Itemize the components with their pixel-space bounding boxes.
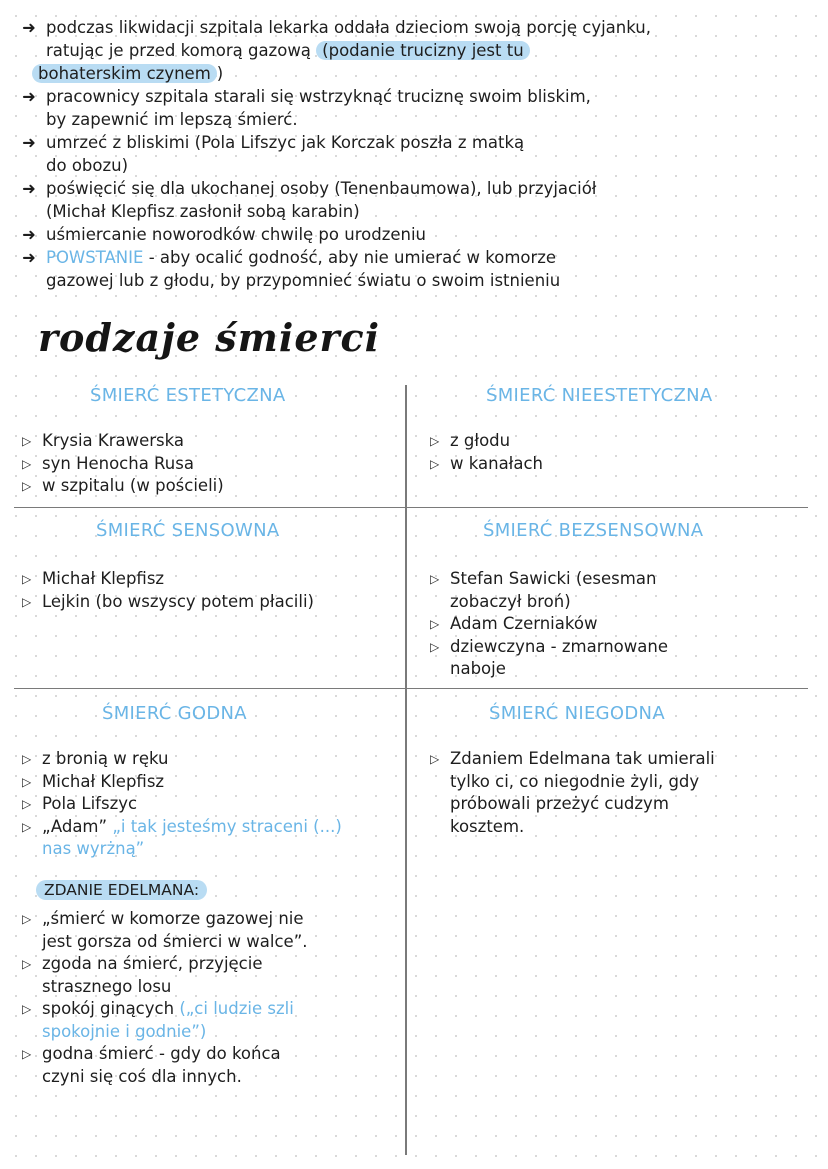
- list-item: [22, 453, 224, 476]
- item-text: Zdaniem Edelmana tak umierali: [450, 749, 715, 768]
- item-text: syn Henocha Rusa: [42, 453, 194, 473]
- list-item: [430, 636, 668, 681]
- item-text: Stefan Sawicki (esesman: [450, 569, 657, 588]
- intro-line: [22, 108, 822, 131]
- list-item: [22, 953, 308, 998]
- item-text: jest gorsza od śmierci w walce”.: [42, 931, 308, 951]
- intro-text: poświęcić się dla ukochanej osoby (Tenenbaumowa), lub przyjaciół: [46, 179, 597, 198]
- item-text: z bronią w ręku: [42, 749, 169, 768]
- list-item: [22, 908, 308, 953]
- arrow-right-icon: ➜: [22, 18, 36, 37]
- section-title-godna: ŚMIERĆ GODNA: [102, 703, 247, 724]
- list-item: [22, 748, 342, 771]
- list-edelman: [22, 908, 308, 1088]
- arrow-right-icon: ➜: [22, 133, 36, 152]
- triangle-bullet-icon: ▷: [430, 639, 440, 654]
- powstanie-label: POWSTANIE: [46, 248, 144, 267]
- intro-line: [22, 223, 822, 246]
- intro-text: - aby ocalić godność, aby nie umierać w komorze: [148, 248, 557, 267]
- item-text: godna śmierć - gdy do końca: [42, 1044, 281, 1063]
- triangle-bullet-icon: ▷: [430, 456, 440, 471]
- item-text: tylko ci, co niegodnie żyli, gdy: [450, 771, 700, 791]
- triangle-bullet-icon: ▷: [22, 957, 32, 971]
- intro-line: [22, 177, 822, 200]
- intro-line: [22, 246, 822, 269]
- item-text: Pola Lifszyc: [42, 794, 138, 813]
- item-text: z głodu: [450, 431, 511, 450]
- triangle-bullet-icon: ▷: [430, 572, 440, 586]
- item-text: w szpitalu (w pościeli): [42, 476, 224, 495]
- quote-text: spokojnie i godnie”): [42, 1021, 207, 1041]
- quote-text: („ci ludzie szli: [179, 999, 294, 1018]
- list-nieestetyczna: [430, 430, 543, 475]
- section-title-sensowna: ŚMIERĆ SENSOWNA: [96, 520, 280, 541]
- triangle-bullet-icon: ▷: [22, 912, 32, 926]
- arrow-right-icon: ➜: [22, 87, 36, 106]
- arrow-right-icon: ➜: [22, 225, 36, 244]
- section-title-niegodna: ŚMIERĆ NIEGODNA: [489, 703, 665, 724]
- list-item: [22, 430, 224, 453]
- list-sensowna: [22, 568, 314, 613]
- list-item: [22, 771, 342, 794]
- highlight-text: ZDANIE EDELMANA:: [36, 880, 207, 900]
- intro-text: podczas likwidacji szpitala lekarka oddała dzieciom swoją porcję cyjanku,: [46, 18, 651, 37]
- arrow-right-icon: ➜: [22, 179, 36, 198]
- list-niegodna: [430, 748, 715, 838]
- list-item: [22, 1043, 308, 1088]
- item-text: Adam Czerniaków: [450, 614, 598, 633]
- row-divider: [14, 688, 808, 689]
- quote-text: „i tak jesteśmy straceni (...): [112, 816, 342, 836]
- arrow-right-icon: ➜: [22, 248, 36, 267]
- intro-text: uśmiercanie noworodków chwilę po urodzeniu: [46, 225, 426, 244]
- item-text: Michał Klepfisz: [42, 569, 165, 588]
- intro-line: [22, 85, 822, 108]
- item-text: kosztem.: [450, 816, 525, 836]
- column-divider: [405, 385, 407, 1155]
- intro-line: [22, 131, 822, 154]
- list-item: [22, 568, 314, 591]
- triangle-bullet-icon: ▷: [22, 752, 32, 766]
- triangle-bullet-icon: ▷: [22, 797, 32, 811]
- list-item: [430, 613, 668, 636]
- intro-line: [22, 62, 822, 85]
- list-item: [22, 816, 342, 861]
- intro-line: [22, 269, 822, 292]
- triangle-bullet-icon: ▷: [22, 456, 32, 471]
- intro-text: (Michał Klepfisz zasłonił sobą karabin): [46, 202, 360, 221]
- list-estetyczna: [22, 430, 224, 498]
- list-item: [22, 475, 224, 498]
- item-text: próbowali przeżyć cudzym: [450, 794, 669, 813]
- triangle-bullet-icon: ▷: [22, 594, 32, 609]
- item-text: Lejkin (bo wszyscy potem płacili): [42, 591, 314, 611]
- triangle-bullet-icon: ▷: [22, 819, 32, 834]
- item-text: naboje: [450, 659, 506, 678]
- triangle-bullet-icon: ▷: [22, 774, 32, 789]
- intro-text: do obozu): [46, 156, 129, 175]
- page-title: rodzaje śmierci: [38, 315, 381, 360]
- intro-notes: [22, 16, 822, 292]
- intro-text: ratując je przed komorą gazową: [46, 41, 311, 60]
- item-text: spokój ginących: [42, 999, 175, 1018]
- item-text: zobaczył broń): [450, 591, 571, 611]
- highlight-text: bohaterskim czynem: [32, 64, 217, 83]
- edelman-heading: [36, 881, 207, 899]
- item-text: w kanałach: [450, 453, 544, 473]
- triangle-bullet-icon: ▷: [22, 434, 32, 448]
- list-item: [22, 793, 342, 816]
- intro-text: gazowej lub z głodu, by przypomnieć światu o swoim istnieniu: [46, 271, 561, 290]
- item-text: czyni się coś dla innych.: [42, 1066, 242, 1086]
- intro-text: by zapewnić im lepszą śmierć.: [46, 110, 298, 129]
- triangle-bullet-icon: ▷: [22, 1047, 32, 1061]
- item-text: strasznego losu: [42, 976, 172, 996]
- list-godna: [22, 748, 342, 861]
- quote-text: nas wyrżną”: [42, 839, 145, 858]
- list-item: [430, 748, 715, 838]
- triangle-bullet-icon: ▷: [430, 617, 440, 631]
- intro-line: [22, 39, 822, 62]
- list-bezsensowna: [430, 568, 668, 681]
- row-divider: [14, 507, 808, 508]
- triangle-bullet-icon: ▷: [22, 572, 32, 586]
- section-title-bezsensowna: ŚMIERĆ BEZSENSOWNA: [483, 520, 704, 541]
- triangle-bullet-icon: ▷: [430, 752, 440, 766]
- intro-line: [22, 154, 822, 177]
- triangle-bullet-icon: ▷: [22, 479, 32, 493]
- list-item: [430, 568, 668, 613]
- item-text: zgoda na śmierć, przyjęcie: [42, 954, 263, 973]
- intro-line: [22, 200, 822, 223]
- item-text: „Adam”: [42, 816, 108, 836]
- highlight-text: (podanie trucizny jest tu: [316, 41, 530, 60]
- section-title-nieestetyczna: ŚMIERĆ NIEESTETYCZNA: [486, 385, 713, 406]
- list-item: [22, 998, 308, 1043]
- intro-text: ): [216, 64, 224, 83]
- triangle-bullet-icon: ▷: [22, 1002, 32, 1016]
- list-item: [430, 430, 543, 453]
- intro-text: pracownicy szpitala starali się wstrzyknąć truciznę swoim bliskim,: [46, 87, 591, 106]
- item-text: „śmierć w komorze gazowej nie: [42, 909, 304, 928]
- intro-text: umrzeć z bliskimi (Pola Lifszyc jak Korczak poszła z matką: [46, 133, 525, 152]
- intro-line: [22, 16, 822, 39]
- item-text: dziewczyna - zmarnowane: [450, 636, 668, 656]
- section-title-estetyczna: ŚMIERĆ ESTETYCZNA: [90, 385, 286, 406]
- item-text: Krysia Krawerska: [42, 431, 185, 450]
- list-item: [22, 591, 314, 614]
- list-item: [430, 453, 543, 476]
- item-text: Michał Klepfisz: [42, 771, 165, 791]
- triangle-bullet-icon: ▷: [430, 434, 440, 448]
